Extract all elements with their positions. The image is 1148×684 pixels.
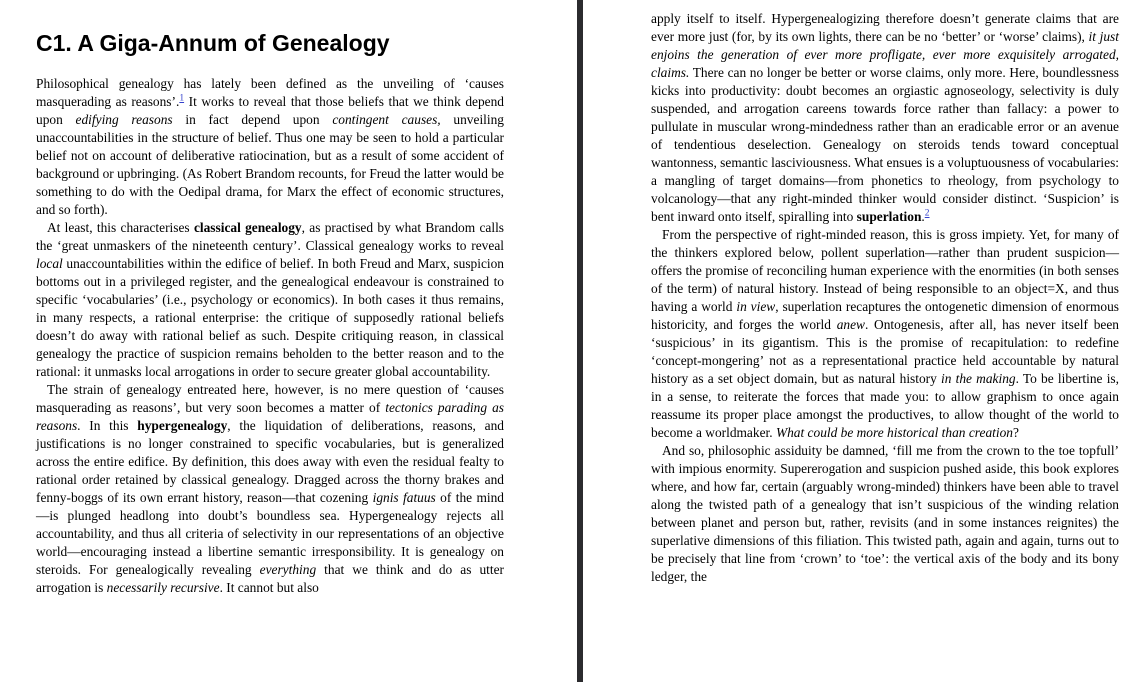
- body-text: . To be libertine is, in a sense, to reiterate the forces that made you: to allow graphism to once again reassume its proper place amongst the productives, to allow thought of the world to become a worldmaker.: [651, 371, 1119, 440]
- italic-text: edifying reasons: [75, 112, 173, 127]
- bold-term: classical genealogy: [193, 220, 302, 235]
- body-text: unveiling unaccountabilities in the structure of belief. Thus one may be seen to hold a particular belief not on account of deliberative ratiocination, but as a result of some accident of background or upbringing. (As Robert Brandom recounts, for Freud the latter would be something to do with the Oedipal drama, for Marx the effect of economic structures, and so forth).: [36, 112, 504, 217]
- body-text: . In this: [77, 418, 138, 433]
- footnote-link[interactable]: 2: [924, 208, 930, 219]
- italic-text: contingent causes,: [332, 112, 441, 127]
- body-text: There can no longer be better or worse claims, only more. Here, boundlessness kicks into productivity: doubt becomes an orgiastic agnoseology, selectivity is duly suspended, and arrogation careens towards force rather than fallacy: a power to pullulate in muscular wrong-mindedness rather than an eradicable error or an avenue of tendentious deselection. Genealogy on steroids tends toward conceptual wantonness, semantic lasciviousness. What ensues is a voluptuousness of vocabularies: a mangling of target domains—from phonetics to rheology, from psychology to volcanology—that any right-minded thinker would consider distinct. ‘Suspicion’ is bent inward onto itself, spiralling into: [651, 65, 1119, 224]
- body-text: , superlation recaptures the ontogenetic dimension of enormous historicity, and forges the world: [651, 299, 1119, 332]
- body-text: , as practised by what Brandom calls the ‘great unmaskers of the nineteenth century’. Classical genealogy works to reveal: [36, 220, 504, 253]
- italic-text: everything: [259, 562, 317, 577]
- bold-term: superlation: [856, 209, 922, 224]
- italic-text: What could be more historical than creation: [775, 425, 1013, 440]
- body-text: apply itself to itself. Hypergenealogizing therefore doesn’t generate claims that are ever more just (for, by its own lights, there can be no ‘better’ or ‘worse’ claims),: [651, 11, 1119, 44]
- italic-text: anew: [836, 317, 865, 332]
- paragraph: [36, 219, 504, 381]
- body-text: The strain of genealogy entreated here, however, is no mere question of ‘causes masquerading as reasons’, but very soon becomes a matter of: [36, 382, 504, 415]
- body-text: ?: [1012, 425, 1019, 440]
- italic-text: in view: [736, 299, 776, 314]
- page-left: [36, 30, 504, 597]
- body-text: that we think and do as utter arrogation is: [36, 562, 504, 595]
- italic-text: local: [36, 256, 63, 271]
- italic-text: ignis fatuus: [372, 490, 436, 505]
- body-text: And so, philosophic assiduity be damned, ‘fill me from the crown to the toe topfull’ with impious enormity. Supererogation and suspicion pushed aside, this book explores where, and how far, certain (arguably wrong-minded) thinkers have been able to travel along the twisted path of a genealogy that isn’t suspicious of the winding relation between planet and person but, rather, revisits (and in some instances reignites) the superlative dimensions of this filiation. This twisted path, again and again, turns out to be precisely that line from ‘crown’ to ‘toe’: the vertical axis of the body and its bony ledger, the: [651, 443, 1119, 584]
- body-text: From the perspective of right-minded reason, this is gross impiety. Yet, for many of the thinkers explored below, pollent superlation—rather than prudent suspicion—offers the promise of reconciling human experience with the enormities (in both senses of the term) of natural history. Instead of being responsible to an object=X, and thus having a world: [651, 227, 1119, 314]
- body-text: unaccountabilities within the edifice of belief. In both Freud and Marx, suspicion bottoms out in a privileged register, and the genealogical endeavour is constrained to specific ‘vocabularies’ (i.e., psychology or economics). In both cases it thus remains, in many respects, a rational enterprise: the critique of supposedly rational beliefs doesn’t do away with rational belief as such. Despite critiquing reason, in classical genealogy the practice of suspicion remains beholden to the better reason and to the rational: it unmasks local arrogations in order to secure greater global accountability.: [36, 256, 504, 379]
- paragraph: [651, 442, 1119, 586]
- footnote-link[interactable]: 1: [179, 93, 185, 104]
- body-text: .: [921, 209, 925, 224]
- chapter-title: C1. A Giga-Annum of Genealogy: [36, 30, 390, 56]
- body-text: in fact depend upon: [172, 112, 333, 127]
- left-page-text: [36, 75, 504, 597]
- paragraph: [36, 75, 504, 219]
- body-text: of the mind—is plunged headlong into doubt’s boundless sea. Hypergenealogy rejects all accountability, and thus all criteria of selectivity in our representations of an objective world—encouraging instead a libertine semantic irresponsibility. It is genealogy on steroids. For genealogically revealing: [36, 490, 504, 577]
- italic-text: necessarily recursive: [106, 580, 220, 595]
- body-text: , the liquidation of deliberations, reasons, and justifications is no longer constrained to specific vocabularies, but is generalized across the entire edifice. By definition, this does away with even the residual fealty to rational order retained by classical genealogy. Dragged across the thorny brakes and fenny-boggs of its own errant history, reason—that cozening: [36, 418, 504, 505]
- body-text: . It cannot but also: [219, 580, 319, 595]
- body-text: . Ontogenesis, after all, has never itself been ‘suspicious’ in its gigantism. This is the promise of recapitulation: to redefine ‘concept-mongering’ not as a representational practice held accountable by natural history as a set object domain, but as natural history: [651, 317, 1119, 386]
- right-page-text: [651, 10, 1119, 586]
- body-text: At least, this characterises: [47, 220, 194, 235]
- body-text: It works to reveal that those beliefs that we think depend upon: [36, 94, 504, 127]
- italic-text: it just enjoins the generation of ever more profligate, ever more exquisitely arrogated, claims.: [651, 29, 1119, 80]
- paragraph: [36, 381, 504, 597]
- page-right: [651, 10, 1119, 586]
- italic-text: tectonics parading as reasons: [36, 400, 504, 433]
- paragraph: [651, 10, 1119, 226]
- paragraph: [651, 226, 1119, 442]
- page-divider: [577, 0, 583, 682]
- bold-term: hypergenealogy: [137, 418, 228, 433]
- italic-text: in the making: [941, 371, 1016, 386]
- body-text: Philosophical genealogy has lately been defined as the unveiling of ‘causes masquerading as reasons’.: [36, 76, 504, 109]
